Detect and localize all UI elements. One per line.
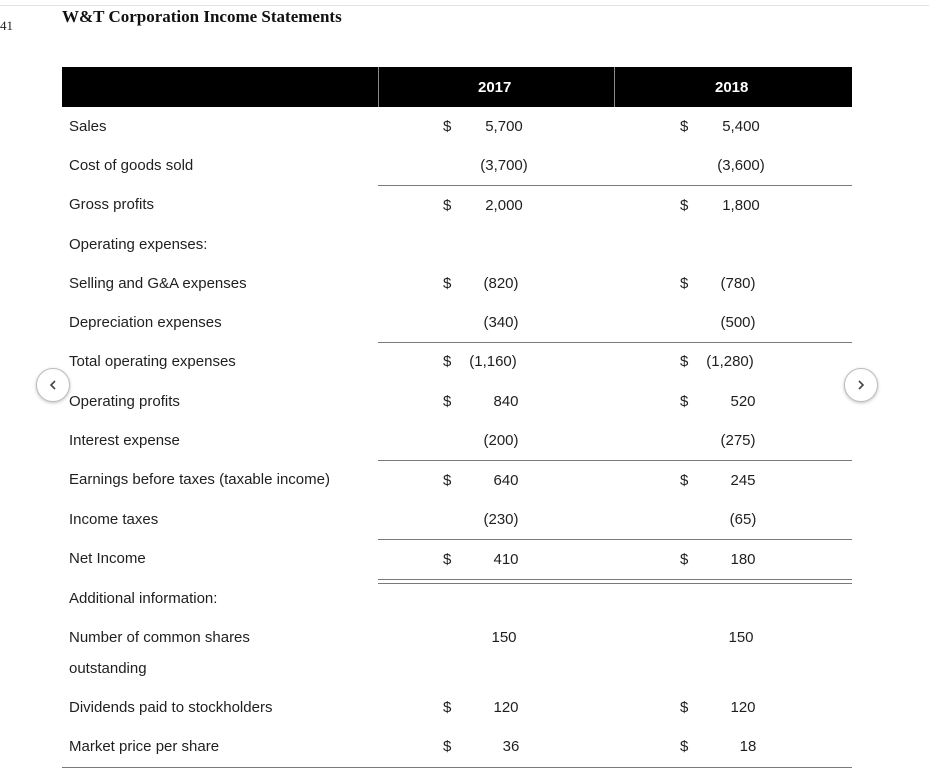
value-2018: 5,400: [722, 118, 760, 135]
subtotal-rule: [615, 460, 852, 461]
column-header-2018: 2018: [715, 79, 749, 96]
top-divider: [0, 5, 929, 6]
section-label: Additional information:: [69, 590, 218, 607]
value-2017: (3,700): [480, 157, 528, 174]
value-2017: (230): [483, 511, 519, 528]
value-2018: 180: [730, 551, 756, 568]
dollar-sign: $: [680, 197, 689, 214]
row-label: Earnings before taxes (taxable income): [69, 471, 330, 488]
header-separator: [378, 67, 379, 107]
double-rule-bottom: [378, 583, 852, 584]
dollar-sign: $: [443, 393, 452, 410]
dollar-sign: $: [443, 118, 452, 135]
value-2017: 2,000: [485, 197, 523, 214]
dollar-sign: $: [443, 197, 452, 214]
value-2017: 5,700: [485, 118, 523, 135]
column-header-2017: 2017: [478, 79, 512, 96]
subtotal-rule: [378, 539, 615, 540]
value-2018: 120: [730, 699, 756, 716]
dollar-sign: $: [443, 551, 452, 568]
chevron-right-icon: [855, 379, 867, 391]
page-title: W&T Corporation Income Statements: [62, 7, 342, 26]
row-label: Depreciation expenses: [69, 314, 222, 331]
row-label: Selling and G&A expenses: [69, 275, 247, 292]
row-label: Income taxes: [69, 511, 159, 528]
value-2017: 840: [493, 393, 519, 410]
dollar-sign: $: [443, 275, 452, 292]
value-2018: 150: [728, 629, 754, 646]
section-label: Operating expenses:: [69, 236, 208, 253]
value-2017: 150: [491, 629, 517, 646]
row-label: Operating profits: [69, 393, 180, 410]
value-2017: 36: [502, 738, 520, 755]
row-label: Number of common shares: [69, 629, 250, 646]
dollar-sign: $: [680, 699, 689, 716]
subtotal-rule: [378, 185, 615, 186]
chevron-left-icon: [47, 379, 59, 391]
dollar-sign: $: [680, 551, 689, 568]
value-2018: 245: [730, 472, 756, 489]
table-bottom-rule: [62, 767, 852, 768]
subtotal-rule: [378, 460, 615, 461]
row-label: Interest expense: [69, 432, 180, 449]
row-label: Cost of goods sold: [69, 157, 194, 174]
row-label: Gross profits: [69, 196, 155, 213]
value-2017: 640: [493, 472, 519, 489]
dollar-sign: $: [680, 393, 689, 410]
value-2018: (500): [720, 314, 756, 331]
question-number: 41: [0, 18, 13, 33]
value-2017: (1,160): [469, 353, 517, 370]
value-2018: (3,600): [717, 157, 765, 174]
header-separator: [614, 67, 615, 107]
row-label-continued: outstanding: [69, 660, 147, 677]
row-label: Total operating expenses: [69, 353, 236, 370]
value-2017: 410: [493, 551, 519, 568]
subtotal-rule: [615, 185, 852, 186]
subtotal-rule: [378, 342, 615, 343]
value-2017: (340): [483, 314, 519, 331]
dollar-sign: $: [443, 472, 452, 489]
dollar-sign: $: [680, 275, 689, 292]
row-label: Market price per share: [69, 738, 220, 755]
dollar-sign: $: [680, 472, 689, 489]
value-2018: (780): [720, 275, 756, 292]
value-2017: (200): [483, 432, 519, 449]
row-label: Dividends paid to stockholders: [69, 699, 273, 716]
dollar-sign: $: [680, 353, 689, 370]
dollar-sign: $: [443, 738, 452, 755]
subtotal-rule: [615, 342, 852, 343]
value-2018: 520: [730, 393, 756, 410]
subtotal-rule: [615, 539, 852, 540]
value-2018: 18: [739, 738, 757, 755]
value-2018: (275): [720, 432, 756, 449]
value-2018: 1,800: [722, 197, 760, 214]
value-2018: (1,280): [706, 353, 754, 370]
dollar-sign: $: [680, 738, 689, 755]
double-rule-top: [378, 579, 852, 580]
table-header: [62, 67, 852, 107]
row-label: Sales: [69, 118, 107, 135]
row-label: Net Income: [69, 550, 146, 567]
value-2017: (820): [483, 275, 519, 292]
dollar-sign: $: [443, 699, 452, 716]
previous-button[interactable]: [36, 368, 70, 402]
dollar-sign: $: [443, 353, 452, 370]
value-2017: 120: [493, 699, 519, 716]
dollar-sign: $: [680, 118, 689, 135]
next-button[interactable]: [844, 368, 878, 402]
value-2018: (65): [729, 511, 757, 528]
